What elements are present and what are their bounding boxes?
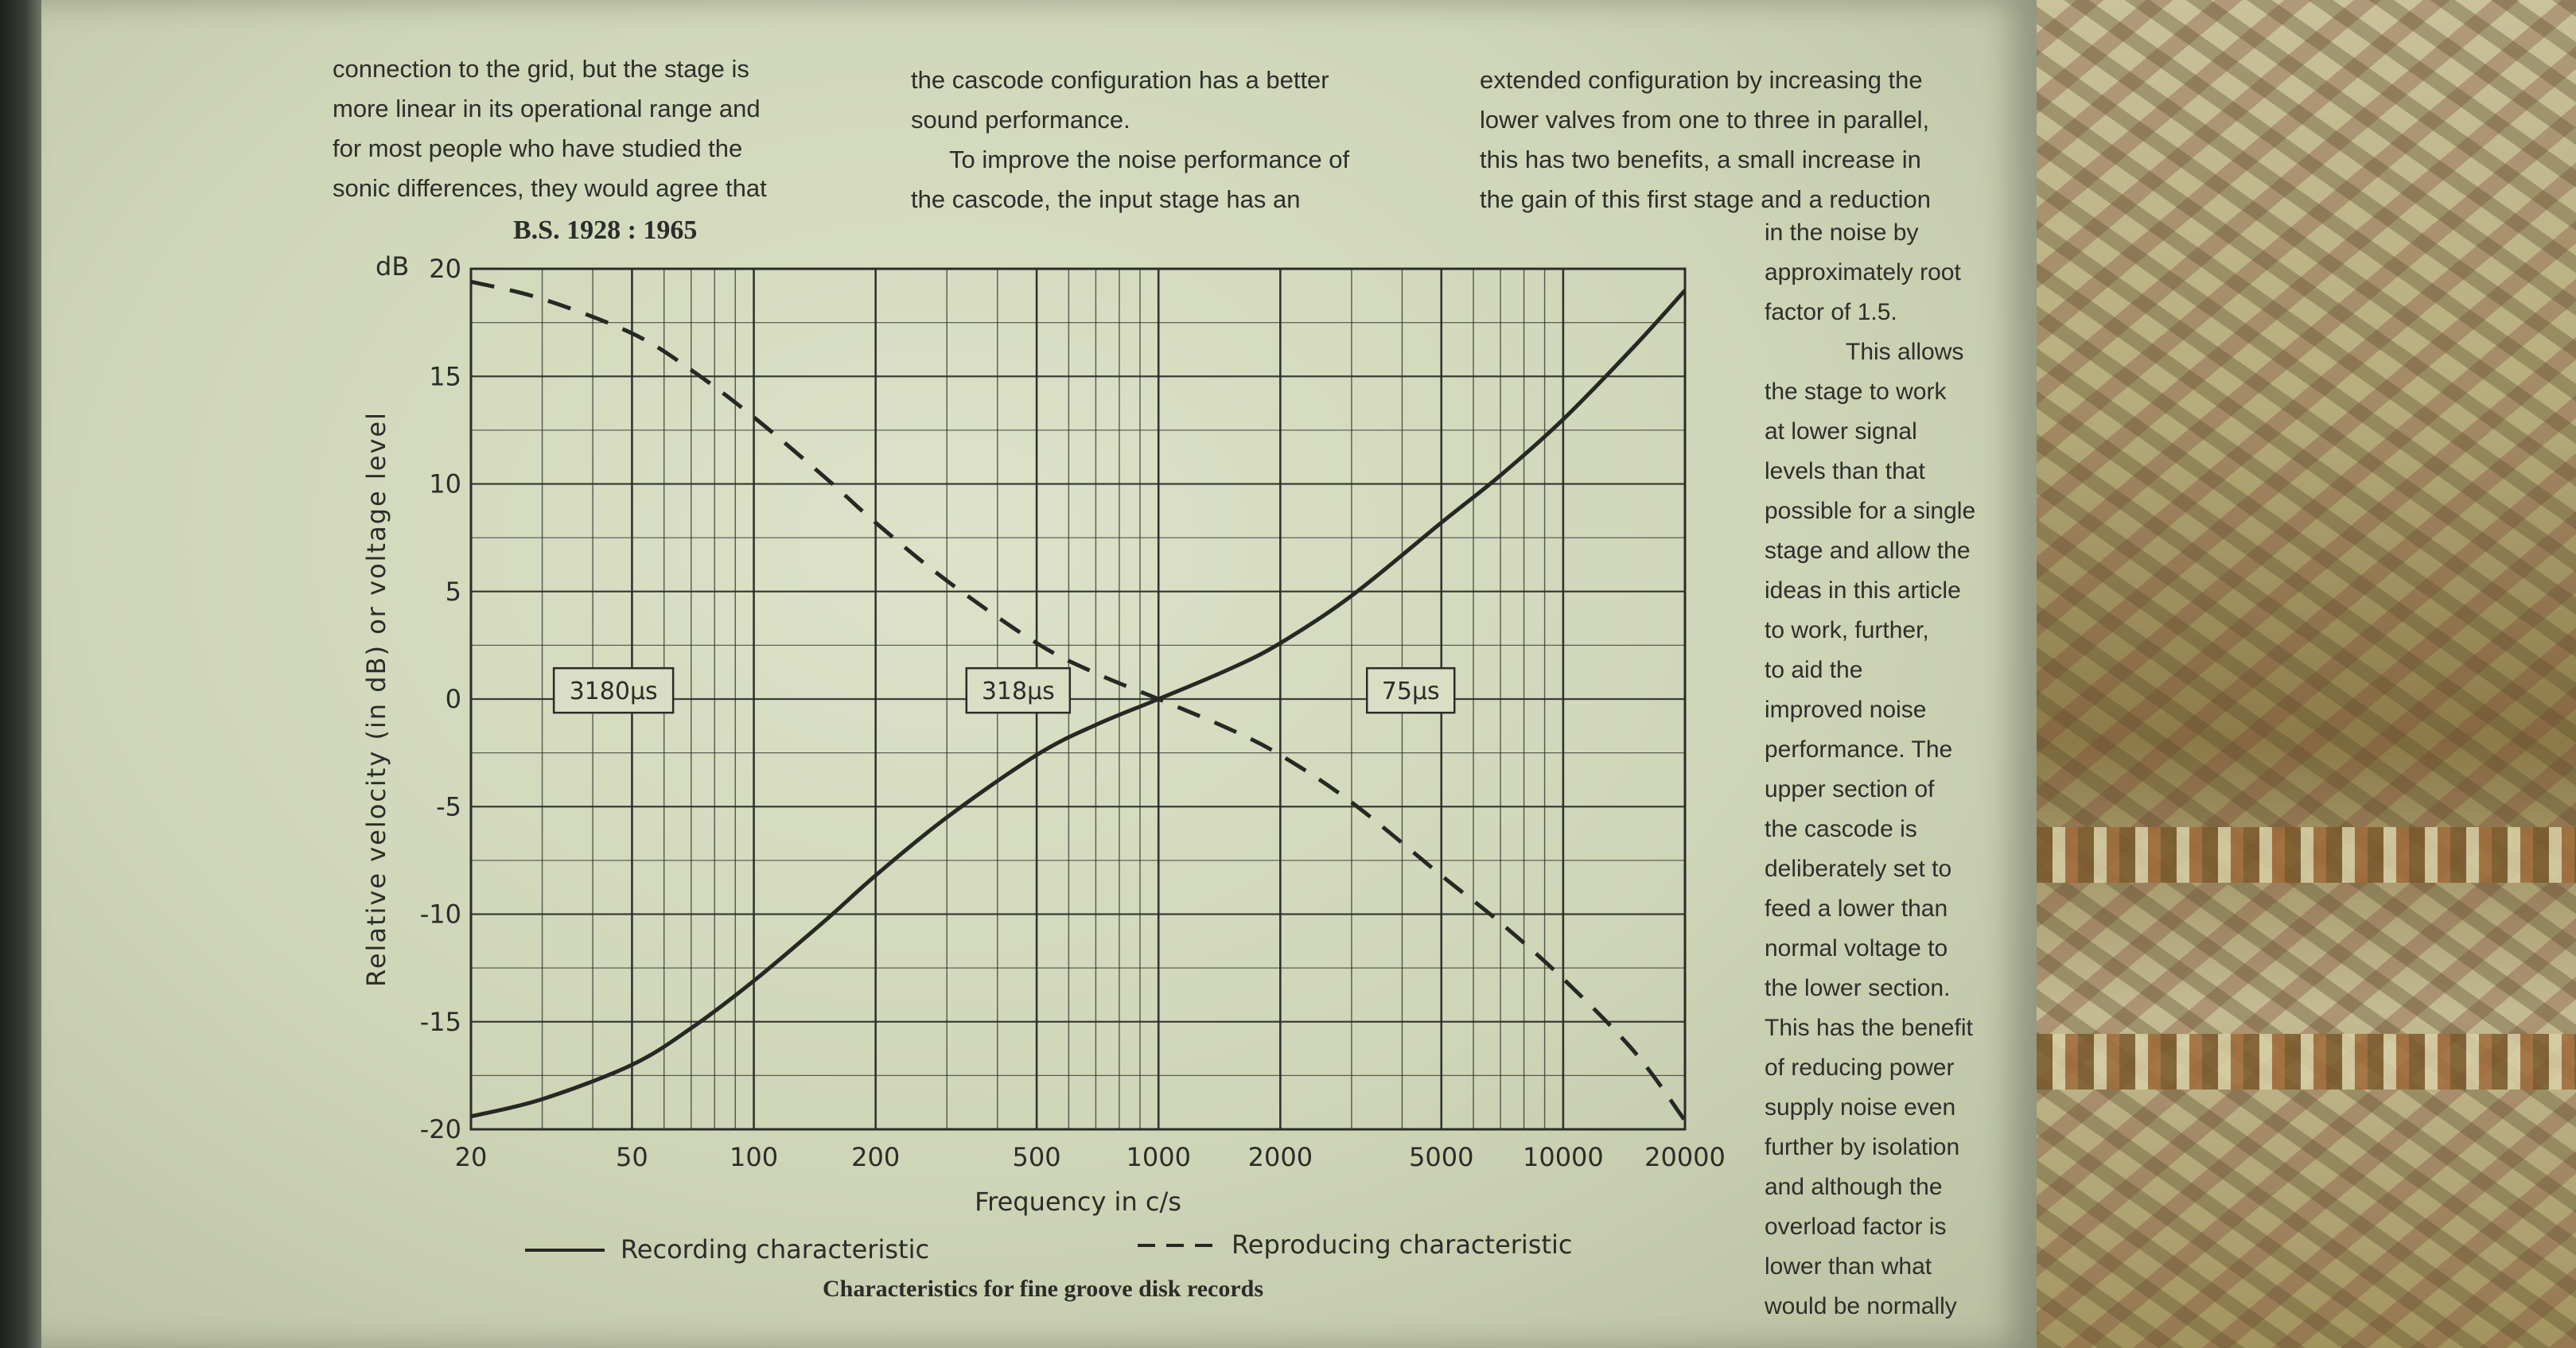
text-line: the cascode is: [1765, 816, 1917, 842]
text-line: the stage to work: [1765, 379, 1947, 405]
x-tick-label: 100: [730, 1142, 779, 1172]
text-line: sonic differences, they would agree that: [333, 174, 767, 202]
y-tick-label: -20: [419, 1114, 461, 1144]
text-line: the lower section.: [1765, 975, 1951, 1001]
y-tick-label: 15: [429, 361, 461, 392]
text-line: the cascode configuration has a better: [911, 66, 1329, 94]
text-line: more linear in its operational range and: [333, 95, 761, 122]
x-tick-label: 5000: [1409, 1142, 1474, 1172]
x-tick-label: 50: [616, 1142, 648, 1172]
time-constant-label: 318µs: [981, 678, 1055, 706]
text-line: normal voltage to: [1765, 935, 1948, 961]
text-line: ideas in this article: [1765, 577, 1961, 604]
text-line: improved noise: [1765, 697, 1927, 723]
chart-title: B.S. 1928 : 1965: [513, 216, 698, 245]
x-tick-label: 20: [454, 1142, 488, 1172]
text-line: to work, further,: [1765, 617, 1929, 643]
text-line: factor of 1.5.: [1765, 299, 1897, 325]
text-line: levels than that: [1765, 458, 1925, 484]
text-line: further by isolation: [1765, 1134, 1960, 1160]
y-axis-label: Relative velocity (in dB) or voltage level: [361, 411, 391, 987]
x-axis-label: Frequency in c/s: [975, 1187, 1181, 1217]
text-line: for most people who have studied the: [333, 134, 743, 162]
x-tick-label: 20000: [1644, 1142, 1726, 1172]
y-tick-label: 5: [445, 576, 461, 607]
text-line: connection to the grid, but the stage is: [333, 55, 749, 83]
text-line: of reducing power: [1765, 1055, 1955, 1081]
time-constant-label: 3180µs: [569, 678, 658, 706]
x-tick-label: 500: [1012, 1142, 1061, 1172]
y-tick-label: 0: [445, 684, 461, 714]
text-line: upper section of: [1765, 776, 1935, 802]
y-tick-label: -10: [419, 899, 461, 930]
text-line: this has two benefits, a small increase in: [1480, 146, 1921, 173]
text-line: This has the benefit: [1765, 1015, 1973, 1041]
text-line: the cascode, the input stage has an: [911, 185, 1301, 213]
text-line: to aid the: [1765, 657, 1863, 683]
text-line: in the noise by: [1765, 219, 1919, 246]
text-line: feed a lower than: [1765, 895, 1948, 922]
y-unit-label: dB: [376, 251, 410, 282]
y-tick-label: 10: [429, 468, 461, 499]
x-tick-label: 2000: [1247, 1142, 1313, 1172]
text-line: the gain of this first stage and a reduction: [1480, 185, 1931, 213]
y-tick-label: -15: [419, 1006, 461, 1037]
text-line: stage and allow the: [1765, 538, 1971, 564]
text-line: deliberately set to: [1765, 856, 1952, 882]
text-line: extended configuration by increasing the: [1480, 66, 1923, 94]
x-tick-label: 10000: [1522, 1142, 1604, 1172]
text-line: This allows: [1846, 339, 1964, 365]
text-line: lower than what: [1765, 1253, 1932, 1280]
text-line: overload factor is: [1765, 1214, 1947, 1240]
chart-caption: Characteristics for fine groove disk records: [822, 1276, 1264, 1302]
legend-recording-label: Recording characteristic: [621, 1234, 930, 1264]
text-line: approximately root: [1765, 259, 1961, 286]
time-constant-label: 75µs: [1381, 678, 1440, 706]
x-tick-label: 200: [851, 1142, 901, 1172]
y-tick-label: 20: [429, 254, 461, 284]
text-line: would be normally: [1765, 1293, 1957, 1319]
text-line: supply noise even: [1765, 1094, 1956, 1121]
text-line: To improve the noise performance of: [949, 146, 1350, 173]
legend-reproducing-label: Reproducing characteristic: [1232, 1230, 1573, 1260]
text-line: sound performance.: [911, 106, 1130, 134]
text-line: and although the: [1765, 1174, 1943, 1200]
text-line: performance. The: [1765, 736, 1953, 763]
text-line: possible for a single: [1765, 498, 1976, 524]
y-tick-label: -5: [436, 791, 461, 822]
text-line: lower valves from one to three in parallel,: [1480, 106, 1930, 134]
x-tick-label: 1000: [1126, 1142, 1191, 1172]
text-line: at lower signal: [1765, 418, 1917, 445]
